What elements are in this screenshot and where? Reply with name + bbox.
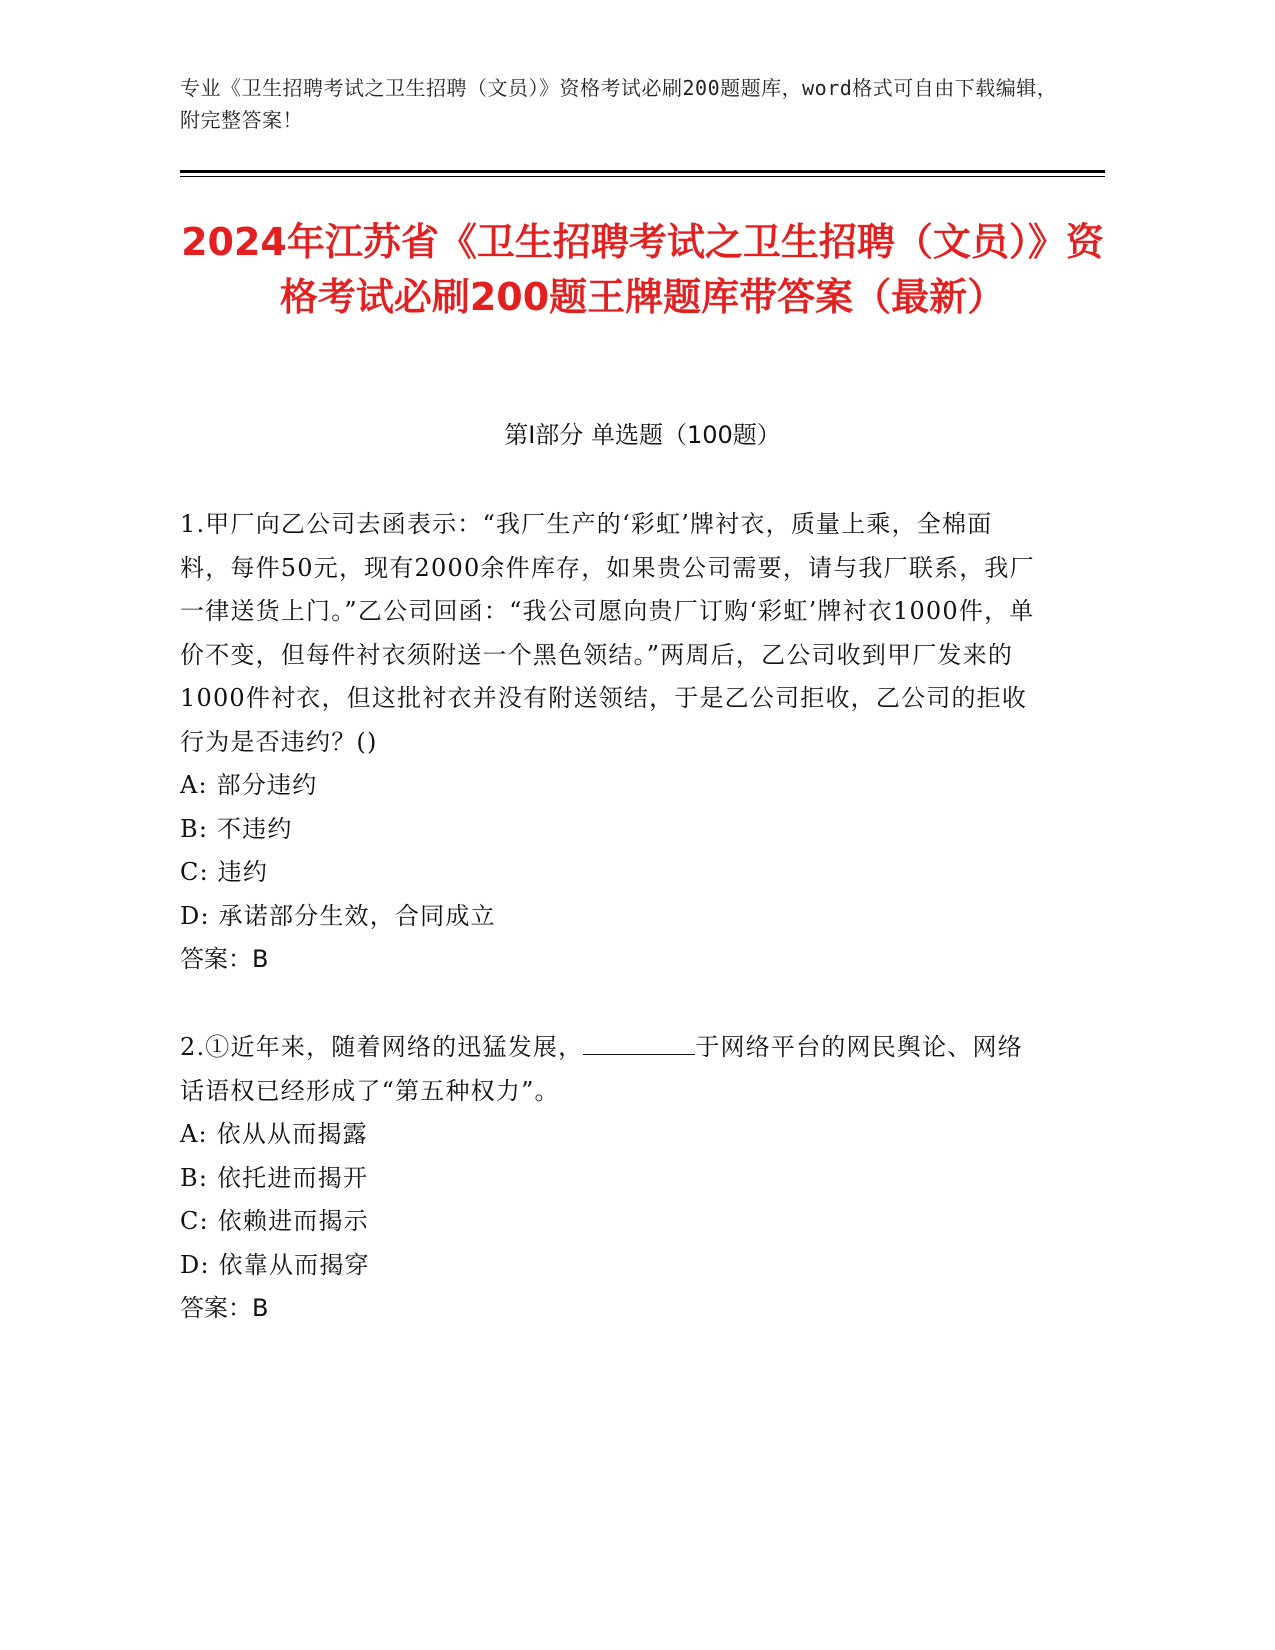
- question-1: [180, 503, 1040, 982]
- option-d: D: 依靠从而揭穿: [180, 1250, 370, 1279]
- answer: 答案：B: [180, 1294, 269, 1322]
- option-b: B: 不违约: [180, 814, 293, 843]
- question-stem: [180, 1026, 1040, 1113]
- option-c: C: 违约: [180, 858, 269, 886]
- question-2: [180, 1026, 1040, 1331]
- answer: 答案：B: [180, 945, 269, 973]
- header-note: 专业《卫生招聘考试之卫生招聘（文员）》资格考试必刷200题题库，word格式可自由下载编辑，附完整答案！: [180, 76, 1058, 132]
- document-title: 2024年江苏省《卫生招聘考试之卫生招聘（文员）》资格考试必刷200题王牌题库带答案（最新）: [181, 220, 1104, 319]
- section-heading: 第Ⅰ部分 单选题（100题）: [504, 421, 781, 449]
- option-b: B: 依托进而揭开: [180, 1163, 369, 1192]
- fill-in-blank: [583, 1032, 695, 1055]
- option-d: D: 承诺部分生效，合同成立: [180, 901, 496, 930]
- option-a: A: 依从从而揭露: [180, 1120, 368, 1148]
- question-stem: 1.甲厂向乙公司去函表示：“我厂生产的‘彩虹’牌衬衣，质量上乘，全棉面料，每件50元，现有2000余件库存，如果贵公司需要，请与我厂联系，我厂一律送货上门。”乙公司回函：“我公司愿向贵厂订购‘彩虹’牌衬衣1000件，单价不变，但每件衬衣须附送一个黑色领结。”两周后，乙公司收到甲厂发来的1000件衬衣，但这批衬衣并没有附送领结，于是乙公司拒收，乙公司的拒收行为是否违约？(): [180, 510, 1035, 756]
- stem-after-blank: 于网络平台的网民舆论、网络话语权已经形成了“第五种权力”。: [180, 1033, 1023, 1105]
- header-divider-thick: [180, 170, 1105, 173]
- stem-before-blank: 2.①近年来，随着网络的迅猛发展，: [180, 1033, 584, 1061]
- option-c: C: 依赖进而揭示: [180, 1207, 369, 1235]
- header-divider-thin: [180, 176, 1105, 177]
- option-a: A: 部分违约: [180, 771, 318, 799]
